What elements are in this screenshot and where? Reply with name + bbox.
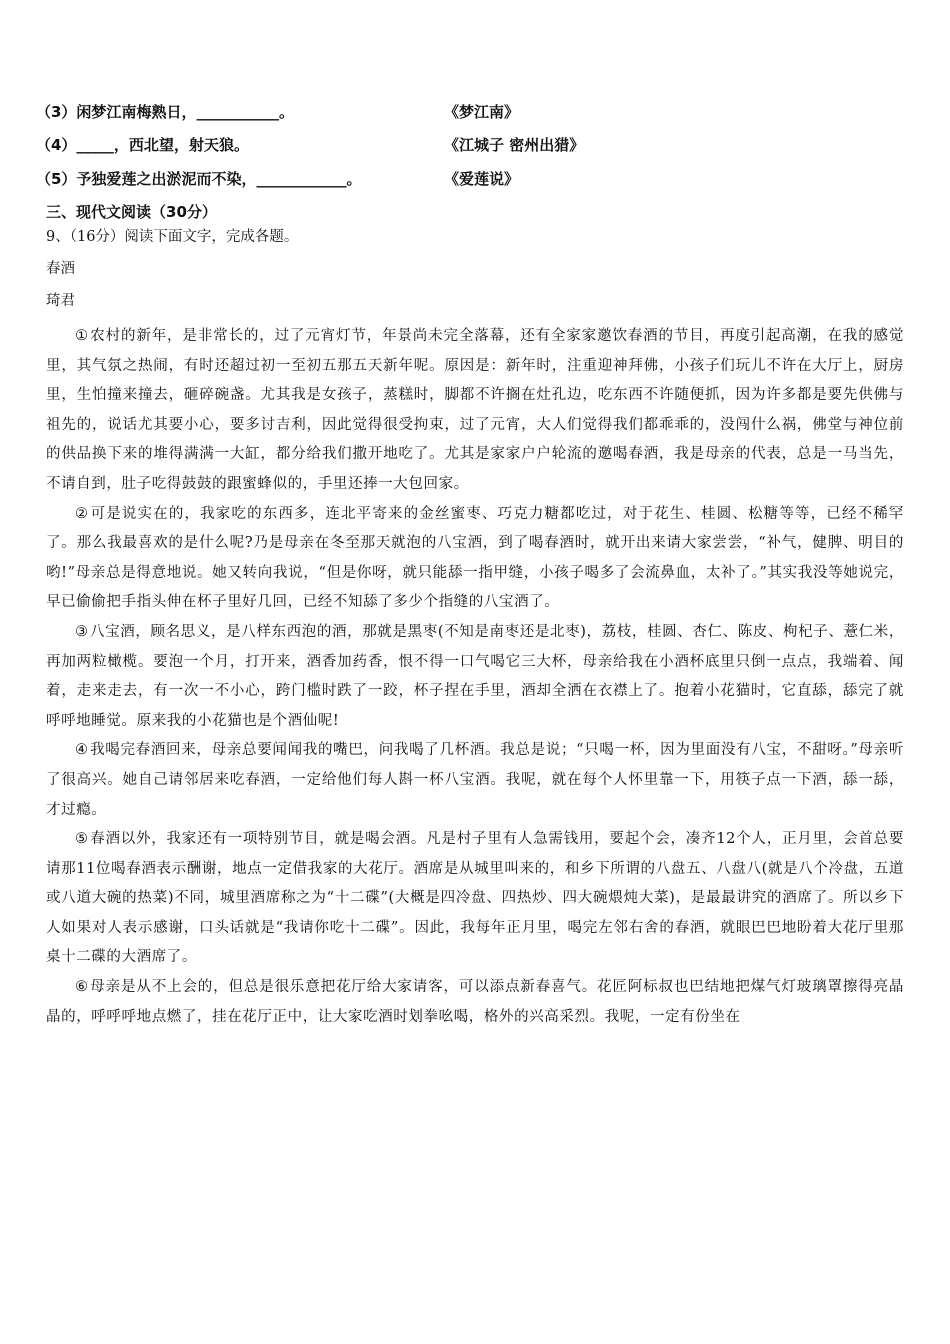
fill-blank-source: 《梦江南》 [444, 103, 520, 121]
fill-blank-source: 《爱莲说》 [444, 170, 520, 188]
article-title: 春酒 [46, 261, 75, 277]
fill-blank-question: （3）闲梦江南梅熟日，___________。 [36, 103, 294, 121]
article-body [46, 322, 904, 1032]
question-prompt: 9、（16分）阅读下面文字，完成各题。 [46, 229, 299, 245]
fill-blank-5 [36, 167, 520, 191]
article-paragraph: ② 可是说实在的，我家吃的东西多，连北平寄来的金丝蜜枣、巧克力糖都吃过，对于花生、桂圆、松糖等等，已经不稀罕了。那么我最喜欢的是什么呢?乃是母亲在冬至那天就泡的八宝酒，到了喝春酒时，就开出来请大家尝尝，“补气，健脾、明目的哟!”母亲总是得意地说。她又转向我说，“但是你呀，就只能舔一指甲缝，小孩子喝多了会流鼻血，太补了。”其实我没等她说完，早已偷偷把手指头伸在杯子里好几回，已经不知舔了多少个指缝的八宝酒了。 [46, 505, 905, 611]
fill-blank-question: （5）予独爱莲之出淤泥而不染，____________。 [36, 170, 362, 188]
article-paragraph: ④ 我喝完春酒回来，母亲总要闻闻我的嘴巴，问我喝了几杯酒。我总是说；“只喝一杯，因为里面没有八宝，不甜呀。”母亲听了很高兴。她自己请邻居来吃春酒，一定给他们每人斟一杯八宝酒。我呢，就在每个人怀里靠一下，用筷子点一下酒，舔一舔，才过瘾。 [46, 742, 904, 818]
fill-blank-3 [36, 100, 520, 124]
article-author: 琦君 [46, 293, 75, 309]
fill-blank-question: （4）_____，西北望，射天狼。 [36, 136, 249, 154]
article-paragraph: ⑤ 春酒以外，我家还有一项特别节目，就是喝会酒。凡是村子里有人急需钱用，要起个会，凑齐12个人，正月里，会首总要请那11位喝春酒表示酬谢，地点一定借我家的大花厅。酒席是从城里叫来的，和乡下所谓的八盘五、八盘八(就是八个冷盘，五道或八道大碗的热菜)不同，城里酒席称之为“十二碟”(大概是四冷盘、四热炒、四大碗煨炖大菜)，是最最讲究的酒席了。所以乡下人如果对人表示感谢，口头话就是“我请你吃十二碟”。因此，我每年正月里，喝完左邻右舍的春酒，就眼巴巴地盼着大花厅里那桌十二碟的大酒席了。 [46, 831, 904, 966]
article-paragraph: ③ 八宝酒，顾名思义，是八样东西泡的酒，那就是黑枣(不知是南枣还是北枣)，荔枝，桂圆、杏仁、陈皮、枸杞子、薏仁米，再加两粒橄榄。要泡一个月，打开来，酒香加药香，恨不得一口气喝它三大杯，母亲给我在小酒杯底里只倒一点点，我端着、闻着，走来走去，有一次一不小心，跨门槛时跌了一跤，杯子捏在手里，酒却全洒在衣襟上了。抱着小花猫时，它直舔，舔完了就呼呼地睡觉。原来我的小花猫也是个酒仙呢! [46, 623, 905, 729]
article-paragraph: ⑥ 母亲是从不上会的，但总是很乐意把花厅给大家请客，可以添点新春喜气。花匠阿标叔也巴结地把煤气灯玻璃罩擦得亮晶晶的，呼呼呼地点燃了，挂在花厅正中，让大家吃酒时划拳吆喝，格外的兴高采烈。我呢，一定有份坐在 [46, 979, 905, 1025]
article-paragraph: ① 农村的新年，是非常长的，过了元宵灯节，年景尚未完全落幕，还有全家家邀饮春酒的节目，再度引起高潮，在我的感觉里，其气氛之热闹，有时还超过初一至初五那五天新年呢。原因是：新年时，注重迎神拜佛，小孩子们玩儿不许在大厅上，厨房里，生怕撞来撞去，砸碎碗盏。尤其我是女孩子，蒸糕时，脚都不许搁在灶孔边，吃东西不许随便抓，因为许多都是要先供佛与祖先的，说话尤其要小心，要多讨吉利，因此觉得很受拘束，过了元宵，大人们觉得我们都乖乖的，没闯什么祸，佛堂与神位前的供品换下来的堆得满满一大缸，都分给我们撒开地吃了。尤其是家家户户轮流的邀喝春酒，我是母亲的代表，总是一马当先，不请自到，肚子吃得鼓鼓的跟蜜蜂似的，手里还捧一大包回家。 [46, 328, 905, 492]
fill-blank-4 [36, 133, 585, 157]
section-title: 三、现代文阅读（30分） [46, 203, 217, 221]
fill-blank-source: 《江城子 密州出猎》 [444, 136, 585, 154]
